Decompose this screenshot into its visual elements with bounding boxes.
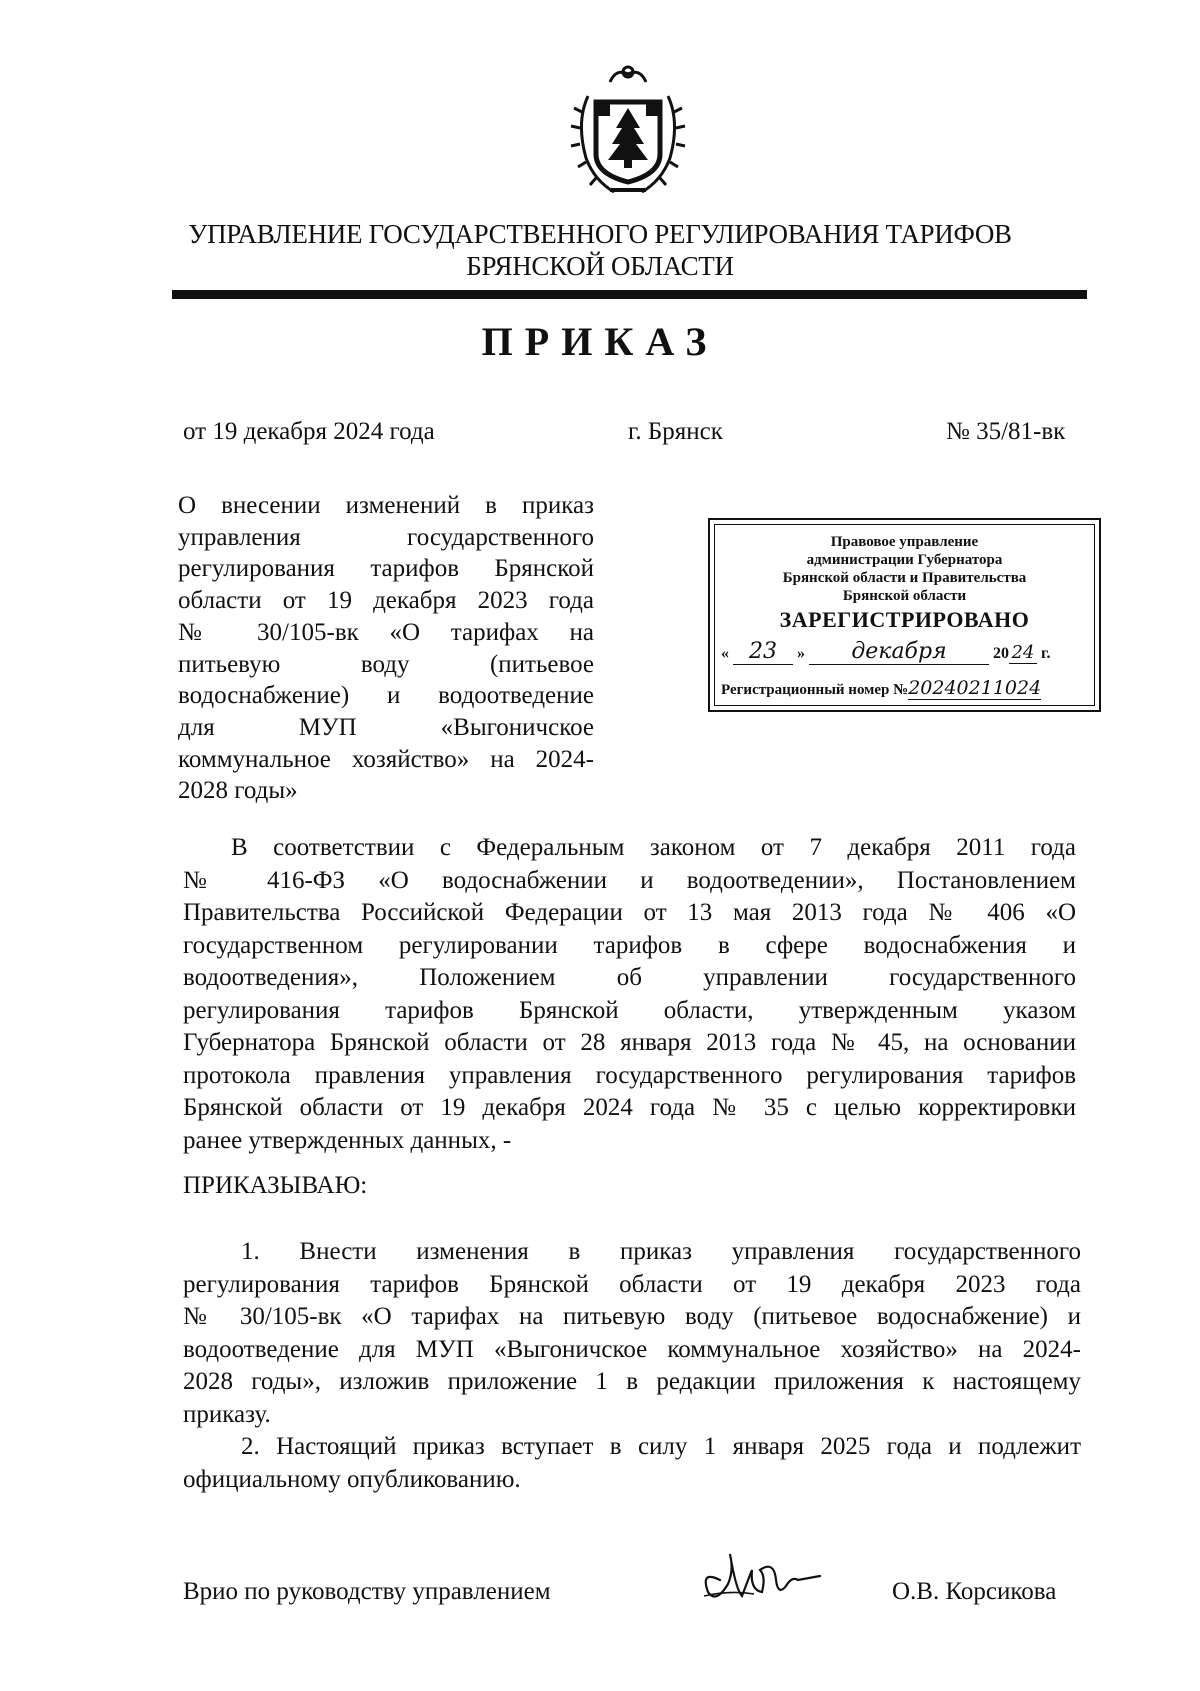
item1-line: 2028 годы», изложив приложение 1 в редакции приложения к настоящему <box>183 1368 1081 1395</box>
handwritten-signature <box>690 1540 830 1610</box>
document-title: ПРИКАЗ <box>481 319 719 364</box>
signatory-position: Врио по руководству управлением <box>183 1578 551 1605</box>
organization-name-line2: БРЯНСКОЙ ОБЛАСТИ <box>466 251 734 281</box>
stamp-reg-label: Регистрационный номер № <box>721 682 909 698</box>
subject-line: питьевую воду (питьевое <box>178 650 594 678</box>
preamble-line: протокола правления управления государственного регулирования тарифов <box>183 1061 1076 1089</box>
preamble-line: В соответствии с Федеральным законом от 7 декабря 2011 года <box>231 834 1076 861</box>
registration-stamp <box>708 518 1101 712</box>
stamp-line4: Брянской области <box>842 588 967 604</box>
stamp-year-unit: г. <box>1041 645 1051 662</box>
preamble-line: Правительства Российской Федерации от 13 мая 2013 года № 406 «О <box>183 899 1076 926</box>
signatory-name: О.В. Корсикова <box>892 1578 1057 1605</box>
organization-name-line1: УПРАВЛЕНИЕ ГОСУДАРСТВЕННОГО РЕГУЛИРОВАНИЯ ТАРИФОВ <box>188 219 1012 249</box>
stamp-line1: Правовое управление <box>830 534 979 550</box>
stamp-quote-close: » <box>797 645 805 662</box>
item2-line: официальному опубликованию. <box>183 1465 521 1493</box>
subject-line: коммунальное хозяйство» на 2024- <box>178 745 594 773</box>
order-date: от 19 декабря 2024 года <box>183 418 435 445</box>
stamp-line2: администрации Губернатора <box>806 552 1003 568</box>
stamp-year-prefix: 20 <box>993 645 1009 662</box>
item1-line: № 30/105-вк «О тарифах на питьевую воду (питьевое водоснабжение) и <box>183 1303 1081 1330</box>
stamp-reg-row <box>721 677 1041 700</box>
order-word: ПРИКАЗЫВАЮ: <box>183 1172 368 1199</box>
stamp-quote-open: « <box>721 645 729 662</box>
preamble-line: ранее утвержденных данных, - <box>183 1126 512 1154</box>
order-city: г. Брянск <box>628 418 723 445</box>
order-number: № 35/81-вк <box>946 418 1066 445</box>
preamble-line: водоотведения», Положением об управлении государственного <box>183 964 1076 991</box>
stamp-month: декабря <box>809 639 989 665</box>
preamble-line: Брянской области от 19 декабря 2024 года № 35 с целью корректировки <box>183 1094 1076 1121</box>
item1-line: регулирования тарифов Брянской области от 19 декабря 2023 года <box>183 1270 1081 1298</box>
subject-line: области от 19 декабря 2023 года <box>178 587 594 615</box>
item2-line: 2. Настоящий приказ вступает в силу 1 января 2025 года и подлежит <box>241 1433 1081 1460</box>
stamp-status: ЗАРЕГИСТРИРОВАНО <box>779 607 1030 632</box>
preamble-line: государственном регулировании тарифов в сфере водоснабжения и <box>183 931 1076 959</box>
header-divider <box>172 290 1087 299</box>
subject-line: для МУП «Выгоничское <box>178 713 594 741</box>
stamp-date-row <box>721 639 1050 665</box>
preamble-paragraph <box>183 832 1076 1157</box>
item1-line: 1. Внести изменения в приказ управления государственного <box>241 1238 1081 1265</box>
preamble-line: № 416-ФЗ «О водоснабжении и водоотведении», Постановлением <box>183 866 1076 894</box>
subject-line: водоснабжение) и водоотведение <box>178 682 594 710</box>
subject-line: регулирования тарифов Брянской <box>178 555 594 583</box>
coat-of-arms-icon <box>558 62 698 200</box>
order-subject <box>178 490 594 807</box>
item1-line: водоотведение для МУП «Выгоничское коммунальное хозяйство» на 2024- <box>183 1335 1081 1363</box>
stamp-day: 23 <box>733 639 793 665</box>
subject-line: О внесении изменений в приказ <box>178 492 594 519</box>
preamble-line: Губернатора Брянской области от 28 января 2013 года № 45, на основании <box>183 1029 1076 1056</box>
preamble-line: регулирования тарифов Брянской области, утвержденным указом <box>183 996 1076 1024</box>
subject-line: управления государственного <box>178 523 594 551</box>
stamp-line3: Брянской области и Правительства <box>782 570 1027 586</box>
item1-line: приказу. <box>183 1400 271 1428</box>
stamp-reg-number: 20240211024 <box>908 677 1042 699</box>
order-items <box>183 1236 1081 1496</box>
stamp-year-suffix: 24 <box>1009 642 1037 664</box>
subject-line: 2028 годы» <box>178 777 298 805</box>
subject-line: № 30/105-вк «О тарифах на <box>178 618 594 646</box>
